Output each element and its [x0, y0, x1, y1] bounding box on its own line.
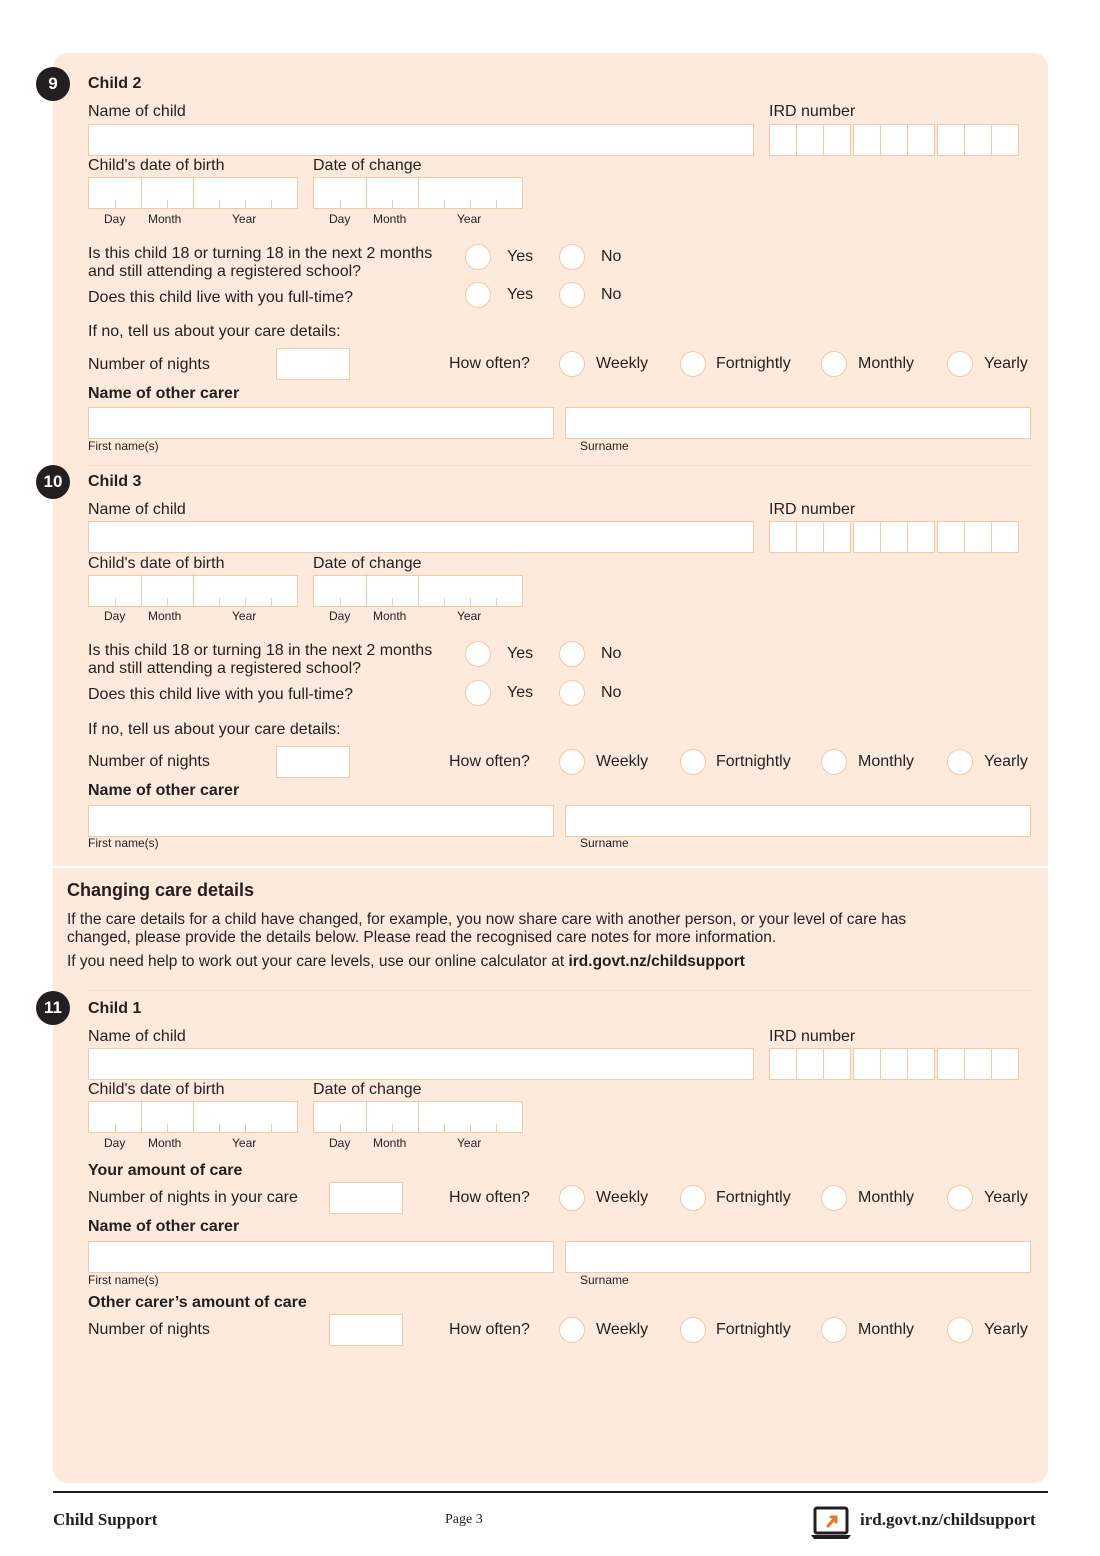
age-18-question-line-1: Is this child 18 or turning 18 in the next 2 months	[88, 245, 433, 262]
section-divider	[88, 990, 1031, 991]
your-nights-input[interactable]	[329, 1182, 403, 1214]
how-often-label: How often?	[449, 753, 530, 770]
child-dob-label: Child's date of birth	[88, 555, 225, 572]
fortnightly-radio[interactable]	[680, 351, 706, 377]
weekly-radio[interactable]	[559, 351, 585, 377]
child-dob-label: Child's date of birth	[88, 157, 225, 174]
weekly-label: Weekly	[596, 355, 649, 372]
how-often-label: How often?	[449, 1321, 530, 1338]
yearly-label: Yearly	[984, 753, 1028, 770]
no-label: No	[601, 645, 622, 662]
if-no-label: If no, tell us about your care details:	[88, 323, 341, 340]
year-label: Year	[232, 1136, 257, 1150]
name-of-child-label: Name of child	[88, 103, 186, 120]
day-label: Day	[104, 212, 126, 226]
footer-website[interactable]: ird.govt.nz/childsupport	[860, 1510, 1036, 1529]
name-of-child-label: Name of child	[88, 1028, 186, 1045]
age-18-question-line-2: and still attending a registered school?	[88, 660, 362, 677]
yearly-label: Yearly	[984, 1189, 1028, 1206]
other-carer-heading: Name of other carer	[88, 385, 240, 402]
child-2-dob-input[interactable]	[88, 177, 298, 209]
date-of-change-label: Date of change	[313, 157, 422, 174]
child-1-ird-input[interactable]	[769, 1048, 1018, 1080]
no-label: No	[601, 684, 622, 701]
child-2-change-date-input[interactable]	[313, 177, 523, 209]
age-18-question-line-1: Is this child 18 or turning 18 in the next 2 months	[88, 642, 433, 659]
fortnightly-label: Fortnightly	[716, 1321, 791, 1338]
day-label: Day	[329, 1136, 351, 1150]
fortnightly-label: Fortnightly	[716, 1189, 791, 1206]
other-carer-first-name-input[interactable]	[88, 805, 554, 837]
child-3-name-input[interactable]	[88, 521, 754, 553]
day-label: Day	[329, 609, 351, 623]
full-time-question: Does this child live with you full-time?	[88, 289, 353, 306]
age-18-question	[88, 642, 432, 678]
month-label: Month	[148, 609, 182, 623]
full-time-no-radio[interactable]	[559, 282, 585, 308]
fortnightly-radio[interactable]	[680, 1317, 706, 1343]
page-number: Page 3	[445, 1512, 483, 1527]
how-often-label: How often?	[449, 355, 530, 372]
yearly-radio[interactable]	[947, 749, 973, 775]
surname-label: Surname	[580, 836, 629, 850]
weekly-radio[interactable]	[559, 1185, 585, 1211]
weekly-label: Weekly	[596, 1189, 649, 1206]
year-label: Year	[457, 609, 482, 623]
year-label: Year	[457, 1136, 482, 1150]
fortnightly-radio[interactable]	[680, 1185, 706, 1211]
year-label: Year	[232, 609, 257, 623]
first-names-label: First name(s)	[88, 1273, 159, 1287]
fortnightly-radio[interactable]	[680, 749, 706, 775]
monthly-label: Monthly	[858, 355, 915, 372]
monthly-radio[interactable]	[821, 1185, 847, 1211]
child-3-nights-input[interactable]	[276, 746, 350, 778]
monthly-label: Monthly	[858, 753, 915, 770]
month-label: Month	[148, 212, 182, 226]
care-calculator-link[interactable]: ird.govt.nz/childsupport	[568, 953, 745, 970]
age-18-question	[88, 245, 432, 281]
other-carer-heading: Name of other carer	[88, 782, 240, 799]
monthly-radio[interactable]	[821, 749, 847, 775]
yes-label: Yes	[507, 645, 534, 662]
date-of-change-label: Date of change	[313, 1081, 422, 1098]
age-18-no-radio[interactable]	[559, 641, 585, 667]
date-of-change-label: Date of change	[313, 555, 422, 572]
first-names-label: First name(s)	[88, 439, 159, 453]
other-carer-amount-heading: Other carer’s amount of care	[88, 1294, 307, 1311]
ird-number-label: IRD number	[769, 1028, 856, 1045]
day-label: Day	[104, 1136, 126, 1150]
surname-label: Surname	[580, 1273, 629, 1287]
care-calculator-text	[67, 953, 745, 971]
full-time-yes-radio[interactable]	[465, 282, 491, 308]
section-divider	[88, 465, 1031, 466]
month-label: Month	[148, 1136, 182, 1150]
monthly-label: Monthly	[858, 1321, 915, 1338]
surname-label: Surname	[580, 439, 629, 453]
weekly-radio[interactable]	[559, 1317, 585, 1343]
yearly-label: Yearly	[984, 1321, 1028, 1338]
child-2-title: Child 2	[88, 75, 142, 92]
yearly-radio[interactable]	[947, 351, 973, 377]
yearly-label: Yearly	[984, 355, 1028, 372]
other-carer-first-name-input[interactable]	[88, 407, 554, 439]
panel-separator	[53, 866, 1048, 868]
first-names-label: First name(s)	[88, 836, 159, 850]
name-of-child-label: Name of child	[88, 501, 186, 518]
full-time-question: Does this child live with you full-time?	[88, 686, 353, 703]
ird-number-label: IRD number	[769, 501, 856, 518]
laptop-icon	[810, 1505, 852, 1541]
footer-rule	[53, 1491, 1048, 1493]
nights-in-your-care-label: Number of nights in your care	[88, 1189, 298, 1206]
care-paragraph-line-2: changed, please provide the details below. Please read the recognised care notes for more information.	[67, 929, 777, 946]
fortnightly-label: Fortnightly	[716, 355, 791, 372]
other-carer-surname-input[interactable]	[565, 1241, 1031, 1273]
monthly-radio[interactable]	[821, 351, 847, 377]
number-of-nights-label: Number of nights	[88, 1321, 210, 1338]
monthly-label: Monthly	[858, 1189, 915, 1206]
month-label: Month	[373, 609, 407, 623]
month-label: Month	[373, 212, 407, 226]
yes-label: Yes	[507, 286, 534, 303]
weekly-radio[interactable]	[559, 749, 585, 775]
other-carer-first-name-input[interactable]	[88, 1241, 554, 1273]
child-3-title: Child 3	[88, 473, 142, 490]
yes-label: Yes	[507, 248, 534, 265]
weekly-label: Weekly	[596, 1321, 649, 1338]
fortnightly-label: Fortnightly	[716, 753, 791, 770]
weekly-label: Weekly	[596, 753, 649, 770]
number-of-nights-label: Number of nights	[88, 753, 210, 770]
age-18-question-line-2: and still attending a registered school?	[88, 263, 362, 280]
age-18-no-radio[interactable]	[559, 244, 585, 270]
child-1-title: Child 1	[88, 1000, 142, 1017]
day-label: Day	[104, 609, 126, 623]
no-label: No	[601, 248, 622, 265]
child-1-dob-input[interactable]	[88, 1101, 298, 1133]
child-3-dob-input[interactable]	[88, 575, 298, 607]
age-18-yes-radio[interactable]	[465, 641, 491, 667]
care-paragraph-line-1: If the care details for a child have changed, for example, you now share care with another person, or your level of care has	[67, 911, 907, 928]
other-carer-nights-input[interactable]	[329, 1314, 403, 1346]
yearly-radio[interactable]	[947, 1317, 973, 1343]
child-dob-label: Child's date of birth	[88, 1081, 225, 1098]
footer-title: Child Support	[53, 1510, 158, 1529]
no-label: No	[601, 286, 622, 303]
child-1-name-input[interactable]	[88, 1048, 754, 1080]
full-time-yes-radio[interactable]	[465, 680, 491, 706]
monthly-radio[interactable]	[821, 1317, 847, 1343]
child-1-change-date-input[interactable]	[313, 1101, 523, 1133]
other-carer-surname-input[interactable]	[565, 407, 1031, 439]
question-number-10: 10	[36, 465, 70, 499]
child-2-ird-input[interactable]	[769, 124, 1018, 156]
month-label: Month	[373, 1136, 407, 1150]
yes-label: Yes	[507, 684, 534, 701]
child-2-nights-input[interactable]	[276, 348, 350, 380]
child-3-change-date-input[interactable]	[313, 575, 523, 607]
child-3-ird-input[interactable]	[769, 521, 1018, 553]
full-time-no-radio[interactable]	[559, 680, 585, 706]
age-18-yes-radio[interactable]	[465, 244, 491, 270]
if-no-label: If no, tell us about your care details:	[88, 721, 341, 738]
yearly-radio[interactable]	[947, 1185, 973, 1211]
care-section-paragraph	[67, 911, 906, 947]
day-label: Day	[329, 212, 351, 226]
how-often-label: How often?	[449, 1189, 530, 1206]
other-carer-heading: Name of other carer	[88, 1218, 240, 1235]
care-section-heading: Changing care details	[67, 880, 255, 900]
ird-number-label: IRD number	[769, 103, 856, 120]
year-label: Year	[457, 212, 482, 226]
question-number-11: 11	[36, 991, 70, 1025]
other-carer-surname-input[interactable]	[565, 805, 1031, 837]
question-number-9: 9	[36, 67, 70, 101]
care-calculator-text-prefix: If you need help to work out your care levels, use our online calculator at	[67, 953, 569, 970]
child-2-name-input[interactable]	[88, 124, 754, 156]
your-amount-of-care-heading: Your amount of care	[88, 1162, 243, 1179]
number-of-nights-label: Number of nights	[88, 356, 210, 373]
year-label: Year	[232, 212, 257, 226]
